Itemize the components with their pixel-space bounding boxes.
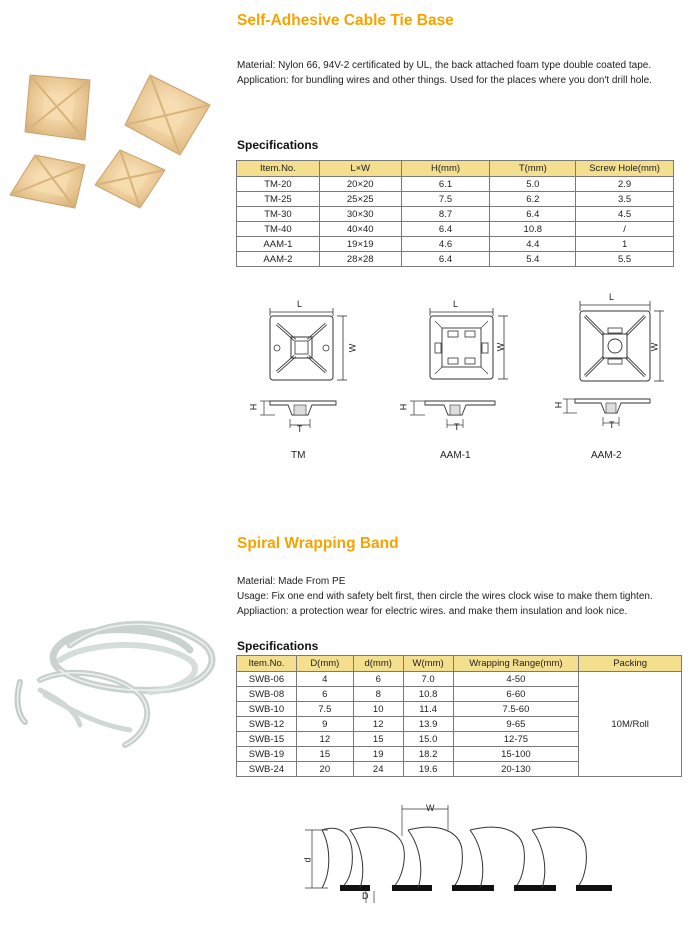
- table-cell: 12-75: [453, 732, 579, 747]
- aam2-top-view-drawing: [570, 295, 680, 395]
- header-cell: H(mm): [401, 161, 490, 177]
- table-cell: 6: [296, 687, 353, 702]
- table-cell: 13.9: [403, 717, 453, 732]
- header-cell: W(mm): [403, 656, 453, 672]
- table-row: [237, 177, 674, 192]
- table-cell: 20: [296, 762, 353, 777]
- aam1-side-view-drawing: [400, 398, 510, 438]
- usage-text: Usage: Fix one end with safety belt first, then circle the wires clock wise to make them tighten.: [237, 591, 653, 602]
- appliaction-text: Appliaction: a protection wear for electric wires. and make them insulation and look nice.: [237, 606, 628, 617]
- application-text: Application: for bundling wires and other things. Used for the places where you don't drill hole.: [237, 75, 652, 86]
- table-cell: TM-30: [237, 207, 320, 222]
- table-cell: 9: [296, 717, 353, 732]
- header-cell: d(mm): [353, 656, 403, 672]
- table-cell: 5.0: [490, 177, 576, 192]
- spec-heading-2: Specifications: [237, 639, 319, 653]
- table-cell: AAM-1: [237, 237, 320, 252]
- description-spiral-wrapping-band: [237, 574, 692, 619]
- table-cell: 5.4: [490, 252, 576, 267]
- table-cell: TM-40: [237, 222, 320, 237]
- table-cell: SWB-24: [237, 762, 297, 777]
- spiral-coil-3: [408, 827, 494, 888]
- table-cell: 15: [353, 732, 403, 747]
- dim-label-l: L: [297, 299, 303, 309]
- table-cell: 1: [576, 237, 674, 252]
- table-cell: 4.4: [490, 237, 576, 252]
- table-header-row: [237, 161, 674, 177]
- table-row: [237, 252, 674, 267]
- table-cell: 18.2: [403, 747, 453, 762]
- table-cell: 6.4: [490, 207, 576, 222]
- table-cell: 6-60: [453, 687, 579, 702]
- aam2-side-view-drawing: [555, 396, 665, 436]
- spiral-coil-5: [532, 827, 612, 888]
- table-cell: 3.5: [576, 192, 674, 207]
- dim-label-D: D: [362, 891, 369, 901]
- cable-tie-base-photo: [0, 60, 230, 210]
- header-cell: Packing: [579, 656, 682, 672]
- table-cell: 6.4: [401, 252, 490, 267]
- table-cell: SWB-10: [237, 702, 297, 717]
- cable-tie-base-4: [95, 150, 165, 208]
- table-cell: 19.6: [403, 762, 453, 777]
- table-cell: 28×28: [319, 252, 401, 267]
- spec-table-spiral-wrapping-band: [236, 655, 682, 777]
- table-cell: SWB-12: [237, 717, 297, 732]
- dim-label-t: T: [609, 420, 615, 430]
- table-cell: TM-20: [237, 177, 320, 192]
- table-cell: 6: [353, 672, 403, 687]
- table-cell: 15-100: [453, 747, 579, 762]
- table-cell: 10.8: [490, 222, 576, 237]
- table-cell: SWB-06: [237, 672, 297, 687]
- table-cell: 7.0: [403, 672, 453, 687]
- table-cell: /: [576, 222, 674, 237]
- header-cell: L×W: [319, 161, 401, 177]
- dim-label-h: H: [553, 401, 564, 409]
- table-cell: 9-65: [453, 717, 579, 732]
- table-header-row: [237, 656, 682, 672]
- table-cell: 2.9: [576, 177, 674, 192]
- table-row: [237, 237, 674, 252]
- table-cell: SWB-15: [237, 732, 297, 747]
- cable-tie-base-2: [125, 75, 210, 155]
- spiral-band-drawing: [300, 800, 630, 910]
- table-cell: 10.8: [403, 687, 453, 702]
- header-cell: Wrapping Range(mm): [453, 656, 579, 672]
- aam1-top-view-drawing: [420, 300, 530, 395]
- table-row: [237, 222, 674, 237]
- table-cell: 6.2: [490, 192, 576, 207]
- header-cell: Screw Hole(mm): [576, 161, 674, 177]
- table-cell: 30×30: [319, 207, 401, 222]
- table-cell: 4-50: [453, 672, 579, 687]
- material-text: Material: Nylon 66, 94V-2 certificated by UL, the back attached foam type double coated tape.: [237, 60, 652, 71]
- dim-label-h: H: [398, 403, 409, 411]
- section-title-spiral-wrapping-band: Spiral Wrapping Band: [237, 535, 399, 552]
- table-cell: 5.5: [576, 252, 674, 267]
- table-cell: TM-25: [237, 192, 320, 207]
- dim-label-l: L: [453, 299, 459, 309]
- table-cell: 24: [353, 762, 403, 777]
- table-cell: 15: [296, 747, 353, 762]
- dim-label-w: W: [649, 342, 660, 352]
- table-cell: 7.5: [296, 702, 353, 717]
- cable-tie-base-1: [25, 75, 90, 140]
- section-title-cable-tie-base: Self-Adhesive Cable Tie Base: [237, 12, 454, 29]
- table-cell: 6.1: [401, 177, 490, 192]
- packing-cell: 10M/Roll: [579, 672, 682, 777]
- table-cell: AAM-2: [237, 252, 320, 267]
- table-cell: 6.4: [401, 222, 490, 237]
- spec-table-cable-tie-base: [236, 160, 674, 267]
- description-cable-tie-base: [237, 58, 682, 88]
- table-cell: SWB-19: [237, 747, 297, 762]
- dim-label-w: W: [495, 342, 506, 352]
- table-cell: SWB-08: [237, 687, 297, 702]
- diagram-caption-aam2: AAM-2: [591, 450, 622, 461]
- table-cell: 40×40: [319, 222, 401, 237]
- table-cell: 12: [353, 717, 403, 732]
- table-row: [237, 207, 674, 222]
- dim-label-w: W: [347, 343, 358, 353]
- table-cell: 20-130: [453, 762, 579, 777]
- header-cell: Item.No.: [237, 161, 320, 177]
- table-cell: 19×19: [319, 237, 401, 252]
- diagram-caption-aam1: AAM-1: [440, 450, 471, 461]
- table-cell: 4: [296, 672, 353, 687]
- table-cell: 20×20: [319, 177, 401, 192]
- dim-label-h: H: [248, 403, 259, 411]
- table-cell: 4.5: [576, 207, 674, 222]
- header-cell: T(mm): [490, 161, 576, 177]
- table-cell: 15.0: [403, 732, 453, 747]
- header-cell: Item.No.: [237, 656, 297, 672]
- table-row: [237, 192, 674, 207]
- dim-label-t: T: [297, 424, 303, 434]
- table-cell: 25×25: [319, 192, 401, 207]
- table-cell: 10: [353, 702, 403, 717]
- cable-tie-base-3: [10, 155, 85, 208]
- table-cell: 8.7: [401, 207, 490, 222]
- table-cell: 19: [353, 747, 403, 762]
- header-cell: D(mm): [296, 656, 353, 672]
- table-cell: 7.5-60: [453, 702, 579, 717]
- dim-label-t: T: [454, 422, 460, 432]
- spiral-coil-1: [322, 828, 370, 888]
- dim-label-l: L: [609, 292, 615, 302]
- spiral-wrapping-band-photo: [0, 600, 230, 770]
- dim-label-w: W: [426, 803, 435, 813]
- table-cell: 12: [296, 732, 353, 747]
- material-text: Material: Made From PE: [237, 576, 346, 587]
- table-row: [237, 672, 682, 687]
- dim-label-d: d: [302, 857, 313, 863]
- table-cell: 8: [353, 687, 403, 702]
- table-cell: 11.4: [403, 702, 453, 717]
- diagram-caption-tm: TM: [291, 450, 306, 461]
- spec-heading-1: Specifications: [237, 138, 319, 152]
- table-cell: 4.6: [401, 237, 490, 252]
- tm-side-view-drawing: [250, 398, 360, 438]
- spiral-coil-4: [470, 827, 556, 888]
- table-cell: 7.5: [401, 192, 490, 207]
